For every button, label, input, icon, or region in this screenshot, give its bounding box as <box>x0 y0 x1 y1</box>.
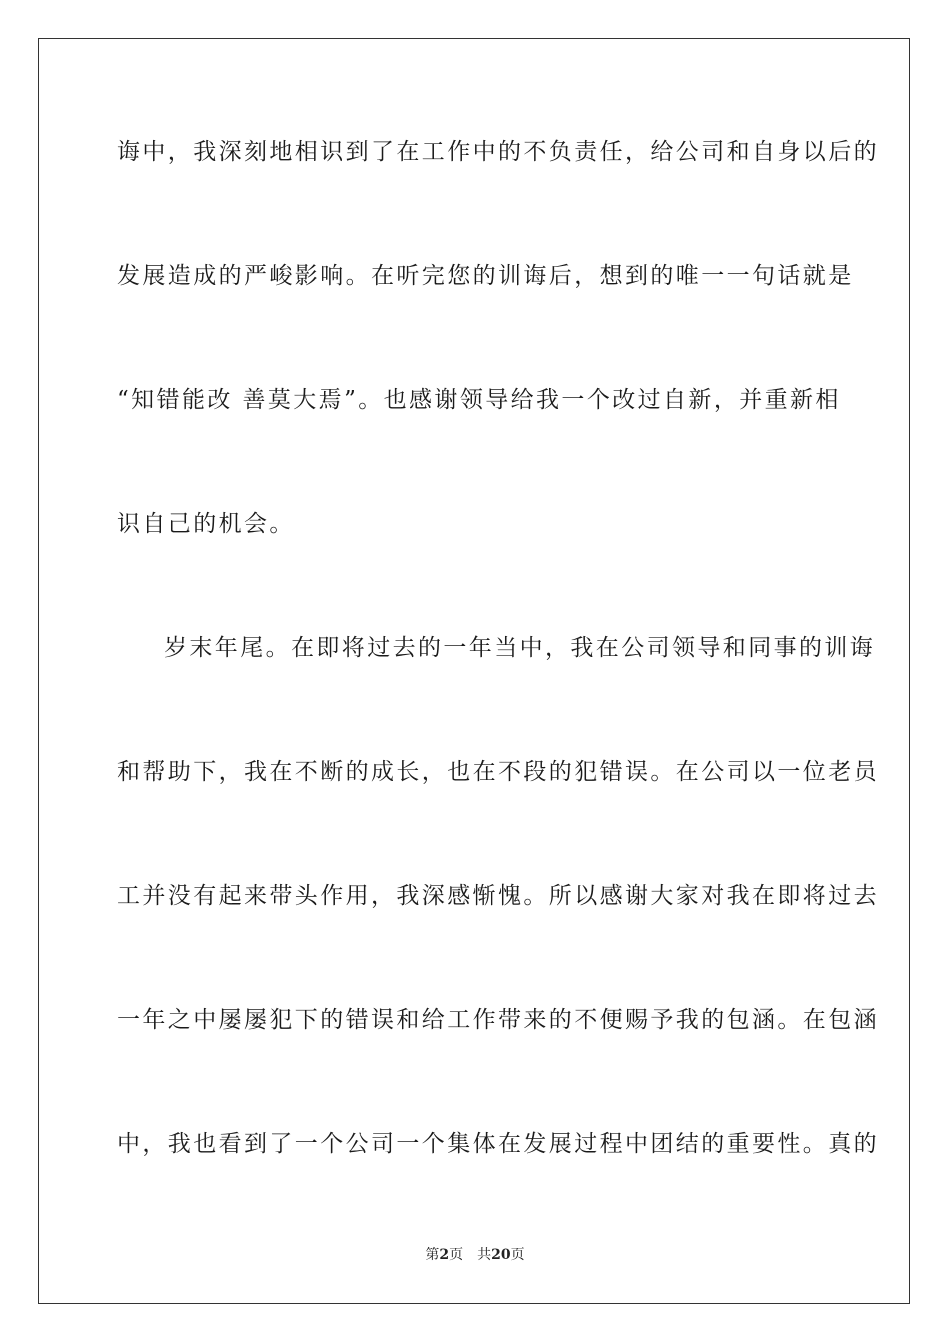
text-line: 一年之中屡屡犯下的错误和给工作带来的不便赐予我的包涵。在包涵 <box>117 1007 879 1033</box>
page-footer <box>0 1246 950 1264</box>
total-pages-prefix: 共 <box>477 1247 492 1263</box>
page-number-suffix: 页 <box>449 1247 464 1263</box>
text-line: 工并没有起来带头作用，我深感惭愧。所以感谢大家对我在即将过去 <box>117 883 879 909</box>
text-line: 发展造成的严峻影响。在听完您的训诲后，想到的唯一一句话就是 <box>117 263 854 289</box>
total-page-count: 20 <box>491 1247 511 1263</box>
text-line: 识自己的机会。 <box>117 511 295 537</box>
total-pages-suffix: 页 <box>510 1247 525 1263</box>
paragraph-first-line: 岁末年尾。在即将过去的一年当中，我在公司领导和同事的训诲 <box>164 635 876 661</box>
text-line: 中，我也看到了一个公司一个集体在发展过程中团结的重要性。真的 <box>117 1131 879 1157</box>
text-line: “知错能改 善莫大焉”。也感谢领导给我一个改过自新，并重新相 <box>117 387 841 413</box>
page-border <box>38 38 910 1304</box>
page-number-prefix: 第 <box>425 1247 440 1263</box>
current-page-number: 2 <box>439 1247 450 1263</box>
text-line: 诲中，我深刻地相识到了在工作中的不负责任，给公司和自身以后的 <box>117 139 879 165</box>
text-line: 和帮助下，我在不断的成长，也在不段的犯错误。在公司以一位老员 <box>117 759 879 785</box>
